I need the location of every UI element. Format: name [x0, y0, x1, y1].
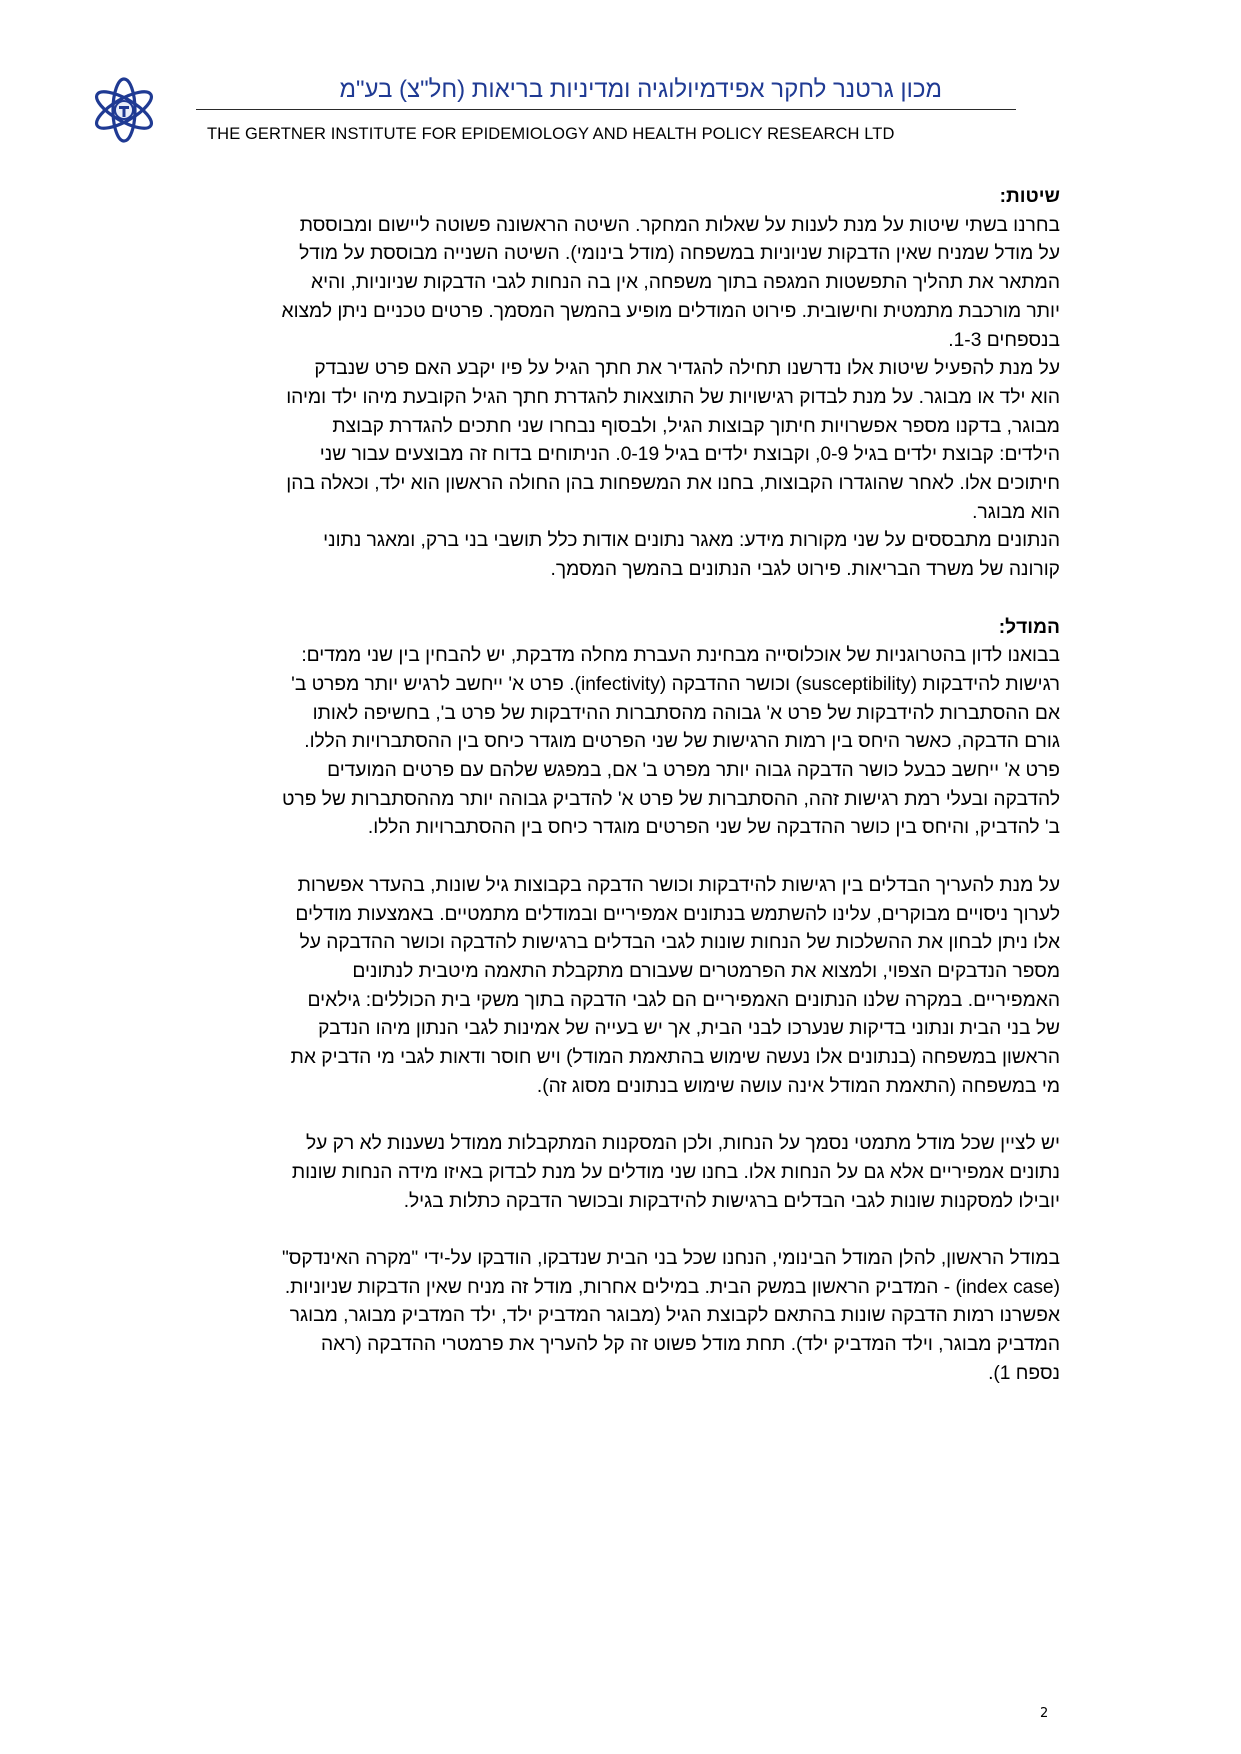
paragraph-spacer: [280, 1216, 1060, 1245]
methods-paragraph-3: הנתונים מתבססים על שני מקורות מידע: מאגר נתונים אודות כלל תושבי בני ברק, ומאגר נתוני קורונה של משרד הבריאות. פירוט לגבי הנתונים בהמשך המסמך.: [323, 530, 1060, 581]
page-number: 2: [1040, 1706, 1049, 1721]
model-paragraph-1: בבואנו לדון בהטרוגניות של אוכלוסייה מבחינת העברת מחלה מדבקת, יש להבחין בין שני ממדים: רגישות להידבקות (susceptibility) וכושר ההדבקה (infectivity). פרט א' ייחשב לרגיש יותר מפרט ב' אם ההסתברות להידבקות של פרט א' גבוהה מהסתברות ההידבקות של פרט ב', בחשיפה לאותו גורם הדבקה, כאשר היחס בין רמות הרגישות של שני הפרטים מוגדר כיחס בין ההסתברויות הללו. פרט א' ייחשב כבעל כושר הדבקה גבוה יותר מפרט ב' אם, במפגש שלהם עם פרטים המועדים להדבקה ובעלי רמת רגישות זהה, ההסתברות של פרט א' להדביק גבוהה יותר מההסתברות של פרט ב' להדביק, והיחס בין כושר ההדבקה של שני הפרטים מוגדר כיחס בין ההסתברויות הללו.: [281, 645, 1060, 839]
model-paragraph-4: במודל הראשון, להלן המודל הבינומי, הנחנו שכל בני הבית שנדבקו, הודבקו על-ידי "מקרה האינדקס" (index case) - המדביק הראשון במשק הבית. במילים אחרות, מודל זה מניח שאין הדבקות שניוניות. אפשרנו רמות הדבקה שונות בהתאם לקבוצת הגיל (מבוגר המדביק ילד, ילד המדביק מבוגר, מבוגר המדביק מבוגר, וילד המדביק ילד). תחת מודל פשוט זה קל להעריך את פרמטרי ההדבקה (ראה נספח 1).: [281, 1247, 1060, 1384]
model-paragraph-2: על מנת להעריך הבדלים בין רגישות להידבקות וכושר הדבקה בקבוצות גיל שונות, בהעדר אפשרות לערוך ניסויים מבוקרים, עלינו להשתמש בנתונים אמפיריים ובמודלים מתמטיים. באמצעות מודלים אלו ניתן לבחון את ההשלכות של הנחות שונות לגבי הבדלים ברגישות להדבקה וכושר ההדבקה על מספר הנדבקים הצפוי, ולמצוא את הפרמטרים שעבורם מתקבלת התאמה מיטבית לנתונים האמפיריים. במקרה שלנו הנתונים האמפיריים הם לגבי הדבקה בתוך משקי בית הכוללים: גילאים של בני הבית ונתוני בדיקות שנערכו לבני הבית, אך יש בעייה של אמינות לגבי הנתון מיהו הנדבק הראשון במשפחה (בנתונים אלו נעשה שימוש בהתאמת המודל) ויש חוסר ודאות לגבי מי הדביק את מי במשפחה (התאמת המודל אינה עושה שימוש בנתונים מסוג זה).: [290, 874, 1060, 1097]
methods-paragraph-1: בחרנו בשתי שיטות על מנת לענות על שאלות המחקר. השיטה הראשונה פשוטה ליישום ומבוססת על מודל שמניח שאין הדבקות שניוניות במשפחה (מודל בינומי). השיטה השנייה מבוססת על מודל המתאר את תהליך התפשטות המגפה בתוך משפחה, אין בה הנחות לגבי הדבקות שניוניות, והיא יותר מורכבת מתמטית וחישובית. פירוט המודלים מופיע בהמשך המסמך. פרטים טכניים ניתן למצוא בנספחים 1-3.: [281, 214, 1060, 351]
methods-heading: שיטות:: [999, 186, 1060, 207]
section-spacer: [280, 585, 1060, 614]
atom-logo-icon: [88, 74, 160, 146]
header-divider: [196, 109, 1016, 110]
paragraph-spacer: [280, 843, 1060, 872]
paragraph-spacer: [280, 1101, 1060, 1130]
methods-paragraph-2: על מנת להפעיל שיטות אלו נדרשנו תחילה להגדיר את חתך הגיל על פיו יקבע האם פרט שנבדק הוא ילד או מבוגר. על מנת לבדוק רגישויות של התוצאות להגדרת חתך הגיל הקובעת מיהו ילד ומיהו מבוגר, בדקנו מספר אפשרויות חיתוך קבוצות הגיל, ולבסוף נבחרו שני חתכים להגדרת קבוצת הילדים: קבוצת ילדים בגיל 0-9, וקבוצת ילדים בגיל 0-19. הניתוחים בדוח זה מבוצעים עבור שני חיתוכים אלו. לאחר שהוגדרו הקבוצות, בחנו את המשפחות בהן החולה הראשון הוא ילד, וכאלה בהן הוא מבוגר.: [286, 358, 1060, 523]
institute-title-english: THE GERTNER INSTITUTE FOR EPIDEMIOLOGY AND HEALTH POLICY RESEARCH LTD: [207, 125, 895, 143]
institute-title-hebrew: מכון גרטנר לחקר אפידמיולוגיה ומדיניות בריאות (חל"צ) בע"מ: [339, 76, 942, 103]
model-heading: המודל:: [998, 616, 1060, 638]
document-body: [280, 183, 1060, 1388]
model-paragraph-3: יש לציין שכל מודל מתמטי נסמך על הנחות, ולכן המסקנות המתקבלות ממודל נשענות לא רק על נתונים אמפיריים אלא גם על הנחות אלו. בחנו שני מודלים על מנת לבדוק באיזו מידה הנחות שונות יובילו למסקנות שונות לגבי הבדלים ברגישות להידבקות ובכושר הדבקה כתלות בגיל.: [291, 1133, 1060, 1212]
